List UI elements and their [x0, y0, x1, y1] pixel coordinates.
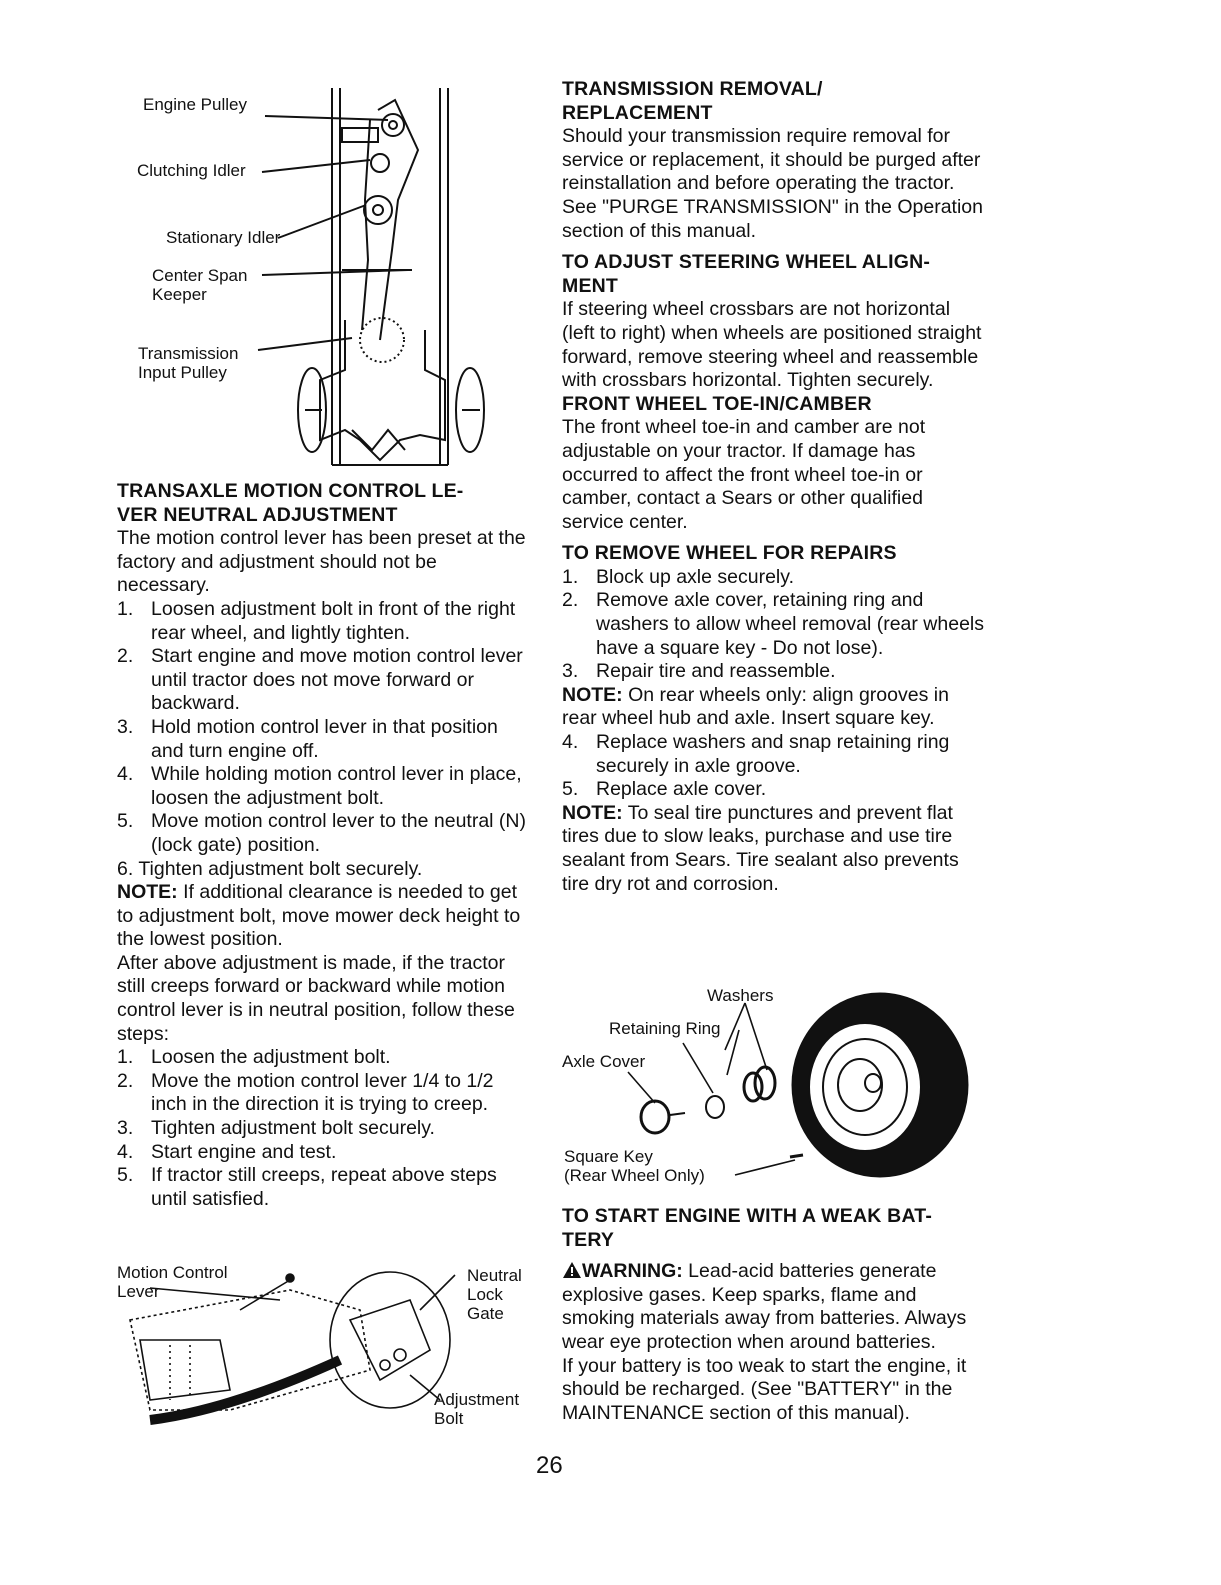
- list-item: [562, 589, 987, 660]
- step-text: Repair tire and reassemble.: [596, 660, 836, 683]
- step-text: If tractor still creeps, repeat above steps until satisfied.: [151, 1164, 497, 1210]
- battery-heading: TO START ENGINE WITH A WEAK BAT- TERY: [562, 1205, 933, 1251]
- step-number: 6.: [117, 857, 134, 880]
- step-number: 1.: [117, 597, 134, 620]
- list-item: [562, 660, 987, 684]
- battery-warning: [562, 1260, 987, 1354]
- list-item: [117, 858, 527, 882]
- list-item: [117, 1070, 527, 1117]
- step-number: 4.: [117, 1140, 134, 1163]
- pulley-diagram: [0, 0, 540, 475]
- step-text: Start engine and test.: [151, 1140, 337, 1163]
- list-item: [117, 1141, 527, 1165]
- step-number: 5.: [117, 1164, 134, 1187]
- step-number: 4.: [117, 763, 134, 786]
- step-text: Loosen adjustment bolt in front of the right rear wheel, and lightly tighten.: [151, 597, 516, 644]
- transaxle-after-text: After above adjustment is made, if the tractor still creeps forward or backward while motion control lever is in neutral position, follow these steps:: [117, 951, 515, 1045]
- washers-label: Washers: [707, 986, 774, 1005]
- motion-control-lever-label: Motion Control Lever: [117, 1263, 228, 1301]
- neutral-lock-gate-label: Neutral Lock Gate: [467, 1266, 522, 1323]
- step-number: 5.: [562, 778, 579, 801]
- transmission-text: Should your transmission require removal for service or replacement, it should be purged after reinstallation and before operating the tractor. See "PURGE TRANSMISSION" in the Operation section of this manual.: [562, 125, 983, 242]
- right-column: [562, 78, 987, 896]
- transaxle-steps-2: [117, 1046, 527, 1211]
- warning-icon: [562, 1261, 582, 1279]
- steering-heading: TO ADJUST STEERING WHEEL ALIGN- MENT: [562, 251, 931, 297]
- step-text: Tighten adjustment bolt securely.: [151, 1117, 435, 1140]
- step-number: 3.: [117, 715, 134, 738]
- step-text: Remove axle cover, retaining ring and washers to allow wheel removal (rear wheels have a square key - Do not lose).: [596, 589, 984, 659]
- list-item: [117, 763, 527, 810]
- step-text: Move motion control lever to the neutral (N) (lock gate) position.: [151, 810, 526, 856]
- transaxle-heading: TRANSAXLE MOTION CONTROL LE- VER NEUTRAL ADJUSTMENT: [117, 480, 464, 526]
- transaxle-note: [117, 881, 527, 952]
- note-label: NOTE:: [562, 683, 623, 706]
- retaining-ring-label: Retaining Ring: [609, 1019, 721, 1038]
- step-number: 1.: [117, 1046, 134, 1069]
- adjustment-bolt-label: Adjustment Bolt: [434, 1390, 520, 1428]
- transaxle-intro: The motion control lever has been preset at the factory and adjustment should not be necessary.: [117, 527, 526, 597]
- transaxle-steps: [117, 598, 527, 881]
- center-span-keeper-label: Center Span Keeper: [152, 266, 248, 304]
- step-text: While holding motion control lever in place, loosen the adjustment bolt.: [151, 763, 522, 809]
- list-item: [117, 598, 527, 645]
- square-key-label: Square Key (Rear Wheel Only): [564, 1147, 705, 1185]
- step-number: 3.: [562, 660, 579, 683]
- list-item: [117, 1117, 527, 1141]
- list-item: [562, 778, 987, 802]
- list-item: [562, 566, 987, 590]
- step-number: 1.: [562, 565, 579, 588]
- wheel-diagram: [555, 975, 985, 1195]
- warning-text: Lead-acid batteries generate explosive gases. Keep sparks, flame and smoking materials away from batteries. Always wear eye protection when around batteries.: [562, 1260, 967, 1353]
- remove-wheel-note-1: [562, 684, 987, 731]
- step-text: Loosen the adjustment bolt.: [151, 1046, 391, 1069]
- motion-control-diagram: [110, 1260, 540, 1440]
- step-text: Start engine and move motion control lever until tractor does not move forward or backward.: [151, 645, 523, 715]
- step-text: Block up axle securely.: [596, 565, 794, 588]
- step-text: Tighten adjustment bolt securely.: [138, 857, 423, 880]
- step-number: 5.: [117, 810, 134, 833]
- step-text: Replace axle cover.: [596, 778, 767, 801]
- step-number: 4.: [562, 731, 579, 754]
- step-text: Replace washers and snap retaining ring securely in axle groove.: [596, 731, 950, 777]
- transmission-heading: TRANSMISSION REMOVAL/ REPLACEMENT: [562, 78, 823, 124]
- remove-wheel-note-2: [562, 802, 987, 896]
- list-item: [117, 1164, 527, 1211]
- battery-text: If your battery is too weak to start the engine, it should be recharged. (See "BATTERY" in the MAINTENANCE section of this manual).: [562, 1354, 967, 1424]
- battery-section: [562, 1205, 987, 1425]
- note-label: NOTE:: [117, 881, 178, 904]
- engine-pulley-label: Engine Pulley: [143, 95, 247, 114]
- note-text: To seal tire punctures and prevent flat tires due to slow leaks, purchase and use tire sealant from Sears. Tire sealant also prevents tire dry rot and corrosion.: [562, 801, 959, 895]
- steering-text: If steering wheel crossbars are not horizontal (left to right) when wheels are positioned straight forward, remove steering wheel and reassemble with crossbars horizontal. Tighten securely.: [562, 298, 982, 392]
- step-number: 2.: [117, 1069, 134, 1092]
- remove-wheel-heading: TO REMOVE WHEEL FOR REPAIRS: [562, 542, 897, 565]
- list-item: [117, 716, 527, 763]
- note-label: NOTE:: [562, 801, 623, 824]
- axle-cover-label: Axle Cover: [562, 1052, 646, 1071]
- remove-wheel-steps: [562, 566, 987, 684]
- toein-text: The front wheel toe-in and camber are not adjustable on your tractor. If damage has occurred to affect the front wheel toe-in or camber, contact a Sears or other qualified service center.: [562, 416, 926, 533]
- step-number: 2.: [562, 589, 579, 612]
- note-text: If additional clearance is needed to get to adjustment bolt, move mower deck height to the lowest position.: [117, 881, 521, 951]
- transmission-input-pulley-label: Transmission Input Pulley: [138, 344, 239, 382]
- step-text: Hold motion control lever in that position and turn engine off.: [151, 715, 498, 762]
- clutching-idler-label: Clutching Idler: [137, 161, 246, 180]
- toein-heading: FRONT WHEEL TOE-IN/CAMBER: [562, 392, 872, 415]
- list-item: [562, 731, 987, 778]
- step-number: 3.: [117, 1117, 134, 1140]
- page-number: 26: [536, 1452, 563, 1479]
- remove-wheel-steps-2: [562, 731, 987, 802]
- list-item: [117, 645, 527, 716]
- step-number: 2.: [117, 645, 134, 668]
- warning-label: WARNING:: [582, 1260, 683, 1283]
- note-text: On rear wheels only: align grooves in rear wheel hub and axle. Insert square key.: [562, 683, 949, 730]
- step-text: Move the motion control lever 1/4 to 1/2 inch in the direction it is trying to creep.: [151, 1069, 494, 1116]
- left-column: [117, 480, 527, 1211]
- stationary-idler-label: Stationary Idler: [166, 228, 281, 247]
- list-item: [117, 1046, 527, 1070]
- list-item: [117, 810, 527, 857]
